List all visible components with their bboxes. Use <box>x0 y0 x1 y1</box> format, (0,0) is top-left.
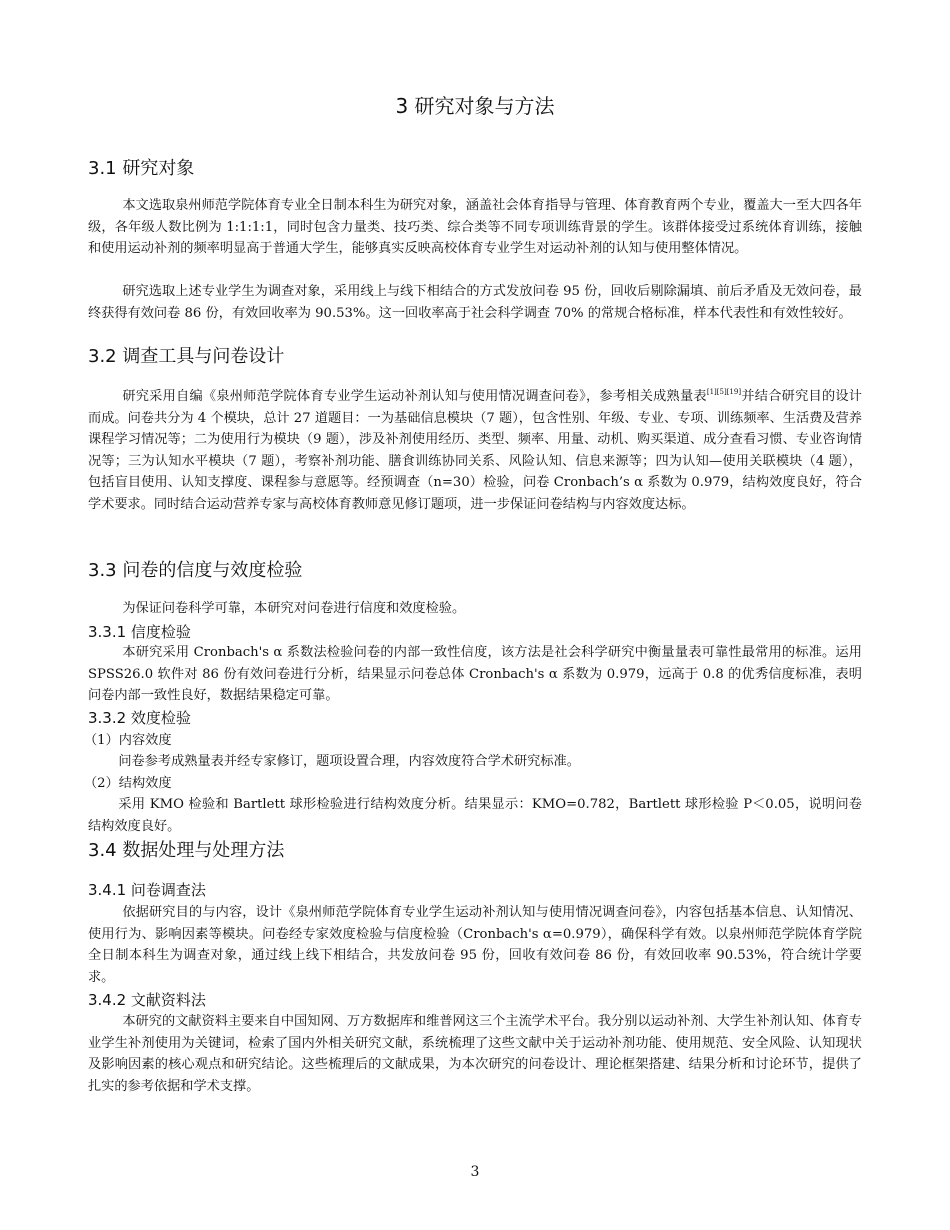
citation-marker: [1][5][19] <box>706 388 742 396</box>
section-3-1-paragraph-2: 研究选取上述专业学生为调查对象，采用线上与线下相结合的方式发放问卷 95 份，回收后剔除漏填、前后矛盾及无效问卷，最终获得有效问卷 86 份，有效回收率为 90.53%。这一回收率高于社会科学调查 70% 的常规合格标准，样本代表性和有效性较好。 <box>88 284 862 321</box>
page-number: 3 <box>470 1164 480 1180</box>
section-3-4-1-heading: 3.4.1 问卷调查法 <box>88 881 206 899</box>
chapter-title: 3 研究对象与方法 <box>395 94 555 118</box>
section-3-4-2-paragraph: 本研究的文献资料主要来自中国知网、万方数据库和维普网这三个主流学术平台。我分别以运动补剂、大学生补剂认知、体育专业学生补剂使用为关键词，检索了国内外相关研究文献，系统梳理了这些文献中关于运动补剂功能、使用规范、安全风险、认知现状及影响因素的核心观点和研究结论。这些梳理后的文献成果，为本次研究的问卷设计、理论框架搭建、结果分析和讨论环节，提供了扎实的参考依据和学术支撑。 <box>88 1014 862 1094</box>
section-3-1-paragraph-1: 本文选取泉州师范学院体育专业全日制本科生为研究对象，涵盖社会体育指导与管理、体育教育两个专业，覆盖大一至大四各年级，各年级人数比例为 1:1:1:1，同时包含力量类、技巧类、综合类等不同专项训练背景的学生。该群体接受过系统体育训练，接触和使用运动补剂的频率明显高于普通大学生，能够真实反映高校体育专业学生对运动补剂的认知与使用整体情况。 <box>88 198 862 256</box>
section-3-3-1-paragraph: 本研究采用 Cronbach's α 系数法检验问卷的内部一致性信度，该方法是社会科学研究中衡量量表可靠性最常用的标准。运用 SPSS26.0 软件对 86 份有效问卷进行分析，结果显示问卷总体 Cronbach's α 系数为 0.979，远高于 0.8 的优秀信度标准，表明问卷内部一致性良好，数据结果稳定可靠。 <box>88 645 862 703</box>
section-3-3-1-heading: 3.3.1 信度检验 <box>88 623 191 641</box>
structure-validity-paragraph: 采用 KMO 检验和 Bartlett 球形检验进行结构效度分析。结果显示：KMO=0.782，Bartlett 球形检验 P＜0.05，说明问卷结构效度良好。 <box>88 797 862 834</box>
section-3-3-2-heading: 3.3.2 效度检验 <box>88 709 191 727</box>
section-3-3-intro: 为保证问卷科学可靠，本研究对问卷进行信度和效度检验。 <box>122 601 466 616</box>
section-3-4-1-paragraph: 依据研究目的与内容，设计《泉州师范学院体育专业学生运动补剂认知与使用情况调查问卷》，内容包括基本信息、认知情况、使用行为、影响因素等模块。问卷经专家效度检验与信度检验（Cronbach's α=0.979），确保科学有效。以泉州师范学院体育学院全日制本科生为调查对象，通过线上线下相结合，共发放问卷 95 份，回收有效问卷 86 份，有效回收率 90.53%，符合统计学要求。 <box>88 905 862 985</box>
content-validity-paragraph: 问卷参考成熟量表并经专家修订，题项设置合理，内容效度符合学术研究标准。 <box>118 754 580 769</box>
section-3-2-text-a: 研究采用自编《泉州师范学院体育专业学生运动补剂认知与使用情况调查问卷》，参考相关成熟量表 <box>122 389 707 404</box>
section-3-1-heading: 3.1 研究对象 <box>88 158 195 179</box>
section-3-4-heading: 3.4 数据处理与处理方法 <box>88 840 285 861</box>
section-3-2-heading: 3.2 调查工具与问卷设计 <box>88 346 285 367</box>
section-3-3-heading: 3.3 问卷的信度与效度检验 <box>88 560 303 581</box>
structure-validity-label: （2）结构效度 <box>84 776 172 791</box>
content-validity-label: （1）内容效度 <box>84 733 172 748</box>
section-3-2-text-b: 并结合研究目的设计而成。问卷共分为 4 个模块，总计 27 道题目：一为基础信息模块（7 题），包含性别、年级、专业、专项、训练频率、生活费及营养课程学习情况等；二为使用行为模块（9 题），涉及补剂使用经历、类型、频率、用量、动机、购买渠道、成分查看习惯、专业咨询情况等；三为认知水平模块（7 题），考察补剂功能、膳食训练协同关系、风险认知、信息来源等；四为认知—使用关联模块（4 题），包括盲目使用、认知支撑度、课程参与意愿等。经预调查（n=30）检验，问卷 Cronbach’s α 系数为 0.979，结构效度良好，符合学术要求。同时结合运动营养专家与高校体育教师意见修订题项，进一步保证问卷结构与内容效度达标。 <box>88 389 862 512</box>
section-3-4-2-heading: 3.4.2 文献资料法 <box>88 991 206 1009</box>
section-3-2-paragraph <box>88 386 862 515</box>
